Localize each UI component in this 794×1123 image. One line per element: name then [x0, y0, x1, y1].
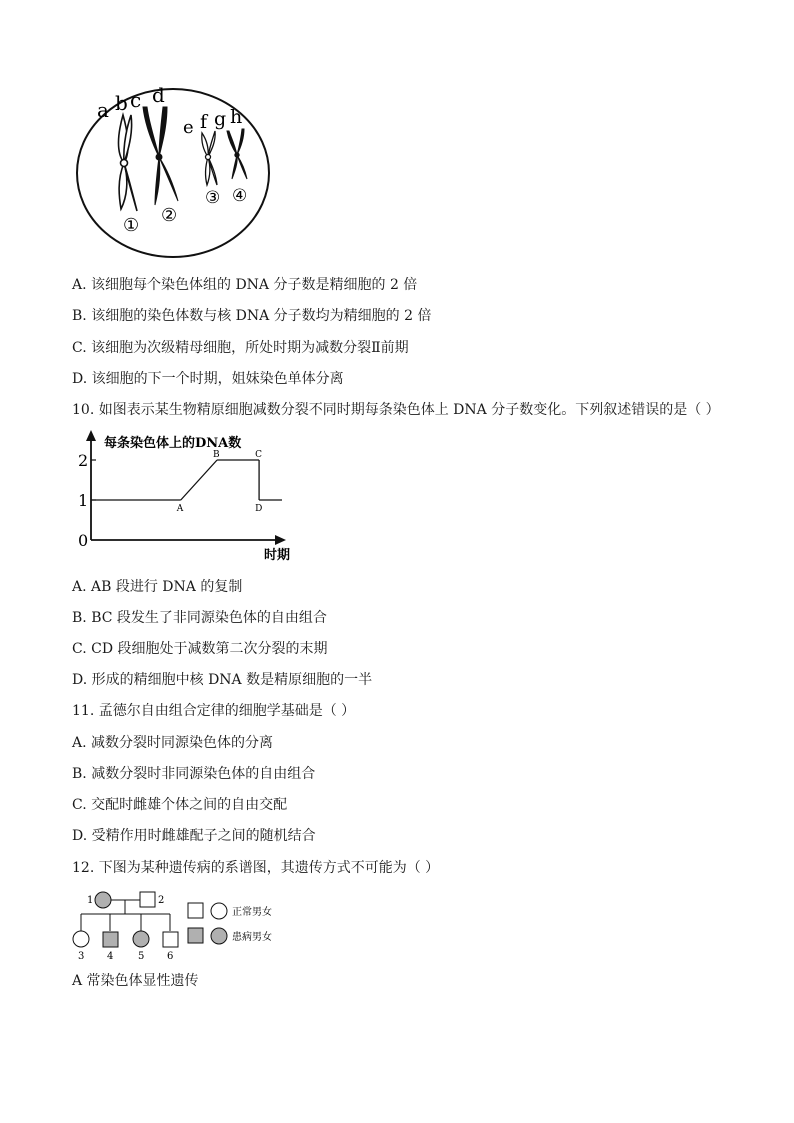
individual-4-affected-male	[103, 932, 118, 947]
point-label-B: B	[213, 450, 220, 460]
individual-1-affected-female	[95, 892, 111, 908]
id-3: 3	[78, 951, 85, 962]
legend-affected-label: 患病男女	[232, 932, 272, 943]
y-tick-label-2: 2	[78, 451, 89, 470]
legend-normal-label: 正常男女	[232, 907, 272, 918]
chromosome-1	[119, 115, 137, 211]
y-axis-label: 每条染色体上的DNA数	[104, 436, 242, 451]
q9-option-a: A. 该细胞每个染色体组的 DNA 分子数是精细胞的 2 倍	[72, 277, 418, 293]
individual-5-affected-female	[133, 931, 149, 947]
individual-6-normal-male	[163, 932, 178, 947]
q11-stem: 11. 孟德尔自由组合定律的细胞学基础是（ ）	[72, 703, 356, 719]
point-label-A: A	[176, 504, 184, 514]
id-6: 6	[167, 951, 174, 962]
point-label-C: C	[255, 450, 262, 460]
q10-option-b: B. BC 段发生了非同源染色体的自由组合	[72, 610, 327, 626]
q11-option-a: A. 减数分裂时同源染色体的分离	[72, 735, 274, 751]
legend-affected-female	[211, 928, 227, 944]
chromosome-2	[143, 107, 178, 205]
y-axis-arrow	[86, 430, 96, 441]
y-tick-label-1: 1	[78, 491, 89, 510]
chromosome-4	[227, 129, 247, 179]
x-axis-arrow	[275, 535, 286, 545]
q11-option-d: D. 受精作用时雌雄配子之间的随机结合	[72, 828, 316, 844]
id-2: 2	[158, 895, 165, 906]
point-label-D: D	[255, 504, 263, 514]
number-4: ④	[232, 186, 248, 206]
q12-stem: 12. 下图为某种遗传病的系谱图，其遗传方式不可能为（ ）	[72, 860, 440, 876]
dna-per-chromosome-chart	[72, 428, 302, 568]
q9-option-c: C. 该细胞为次级精母细胞，所处时期为减数分裂Ⅱ前期	[72, 340, 409, 356]
q12-option-a: A 常染色体显性遗传	[72, 973, 199, 989]
label-f: f	[200, 111, 208, 133]
label-g: g	[214, 108, 227, 130]
label-e: e	[183, 117, 194, 138]
cell-chromosome-figure	[75, 85, 275, 261]
x-axis-label: 时期	[264, 548, 291, 563]
series-segment-1	[181, 460, 217, 500]
number-2: ②	[161, 205, 178, 226]
label-c: c	[130, 88, 142, 112]
q9-option-b: B. 该细胞的染色体数与核 DNA 分子数均为精细胞的 2 倍	[72, 308, 432, 324]
q10-option-d: D. 形成的精细胞中核 DNA 数是精原细胞的一半	[72, 672, 373, 688]
legend-normal-male	[188, 903, 203, 918]
q11-option-c: C. 交配时雌雄个体之间的自由交配	[72, 797, 288, 813]
number-3: ③	[205, 188, 221, 208]
q10-option-c: C. CD 段细胞处于减数第二次分裂的末期	[72, 641, 328, 657]
legend-affected-male	[188, 928, 203, 943]
q10-option-a: A. AB 段进行 DNA 的复制	[72, 579, 243, 595]
individual-2-normal-male	[140, 892, 155, 907]
legend-normal-female	[211, 903, 227, 919]
label-a: a	[97, 98, 109, 122]
q10-stem: 10. 如图表示某生物精原细胞减数分裂不同时期每条染色体上 DNA 分子数变化。下列叙述错误的是（ ）	[72, 402, 720, 418]
chromosome-3	[202, 131, 217, 185]
q11-option-b: B. 减数分裂时非同源染色体的自由组合	[72, 766, 316, 782]
label-d: d	[152, 85, 165, 107]
y-tick-label-0: 0	[78, 531, 89, 550]
label-h: h	[230, 106, 243, 128]
id-1: 1	[87, 895, 94, 906]
label-b: b	[115, 91, 128, 115]
id-5: 5	[138, 951, 145, 962]
number-1: ①	[123, 215, 140, 236]
individual-3-normal-female	[73, 931, 89, 947]
q9-option-d: D. 该细胞的下一个时期，姐妹染色单体分离	[72, 371, 344, 387]
id-4: 4	[107, 951, 114, 962]
pedigree-chart	[70, 886, 290, 962]
